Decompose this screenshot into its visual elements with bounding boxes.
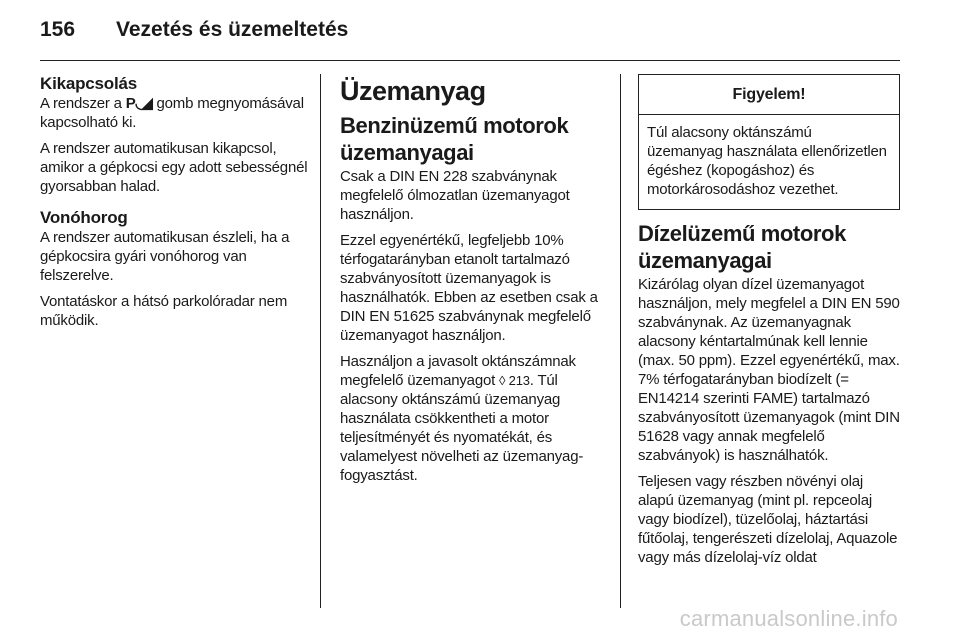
benzin-paragraph-1: Csak a DIN EN 228 szabványnak megfelelő ólmozatlan üzemanyagot használjon. xyxy=(340,168,570,223)
dizel-paragraph-1: Kizárólag olyan dízel üzemanyagot használjon, mely megfelel a DIN EN 590 szabványnak. Az üzemanyagnak alacsony kéntartalmúnak kell lennie (max. 50 ppm). Ezzel egyenértékű, max. 7% térfogatarányban biodízelt (= EN14214 szerinti FAME) tartalmazó szabványosított üzemanyagok (mint DIN 51628 vagy annak megfelelő szabványok) is használhatók. xyxy=(638,276,900,464)
vonohorog-heading: Vonóhorog xyxy=(40,208,128,227)
header-rule xyxy=(40,60,900,61)
column-divider-1 xyxy=(320,74,321,608)
benzin-paragraph-2: Ezzel egyenértékű, legfeljebb 10% térfogatarányban etanolt tartalmazó szabványosított üzemanyagok is használhatók. Ebben az esetben csak a DIN EN 51625 szabványnak megfelelő üzemanyagot használjon. xyxy=(340,232,598,344)
page-number: 156 xyxy=(40,18,76,41)
uzemanyag-heading: Üzemanyag xyxy=(340,76,486,106)
column-middle xyxy=(340,74,608,485)
watermark: carmanualsonline.info xyxy=(679,606,898,631)
warning-title: Figyelem! xyxy=(639,75,899,115)
parking-assist-button-icon: P◟◢ xyxy=(125,95,153,112)
vonohorog-paragraph-1: A rendszer automatikusan észleli, ha a gépkocsira gyári vonóhorog van felszerelve. xyxy=(40,229,290,284)
dizel-heading: Dízelüzemű motorok üzemanyagai xyxy=(638,221,846,273)
warning-box xyxy=(638,74,900,210)
kikapcsolas-paragraph-2: A rendszer automatikusan kikapcsol, amikor a gépkocsi egy adott sebességnél gyorsabban halad. xyxy=(40,140,308,195)
page-header xyxy=(40,18,920,48)
benzin-heading: Benzinüzemű motorok üzemanyagai xyxy=(340,113,569,165)
warning-text: Túl alacsony oktánszámú üzemanyag használata ellenőrizetlen égéshez (kopogáshoz) és motorkárosodáshoz vezethet. xyxy=(647,124,887,198)
kikapcsolas-paragraph-1: A rendszer a P◟◢ gomb megnyomásával kapcsolható ki. xyxy=(40,95,304,131)
page-title: Vezetés és üzemeltetés xyxy=(116,18,349,41)
column-divider-2 xyxy=(620,74,621,608)
column-right xyxy=(638,74,900,567)
benzin-paragraph-3: Használjon a javasolt oktánszámnak megfelelő üzemanyagot ◊ 213. Túl alacsony oktánszámú üzemanyag használata csökkentheti a motor teljesítményét és nyomatékát, és valamelyest növelheti az üzemanyag-fogyasztást. xyxy=(340,353,584,484)
dizel-paragraph-2: Teljesen vagy részben növényi olaj alapú üzemanyag (mint pl. repceolaj vagy biodízel), tüzelőolaj, háztartási fűtőolaj, tengerészeti dízelolaj, Aquazole vagy más dízelolaj-víz oldat xyxy=(638,473,898,566)
vonohorog-paragraph-2: Vontatáskor a hátsó parkolóradar nem működik. xyxy=(40,293,288,329)
kikapcsolas-heading: Kikapcsolás xyxy=(40,74,138,93)
column-left xyxy=(40,74,310,330)
page-reference-link[interactable]: ◊ 213 xyxy=(499,373,530,388)
